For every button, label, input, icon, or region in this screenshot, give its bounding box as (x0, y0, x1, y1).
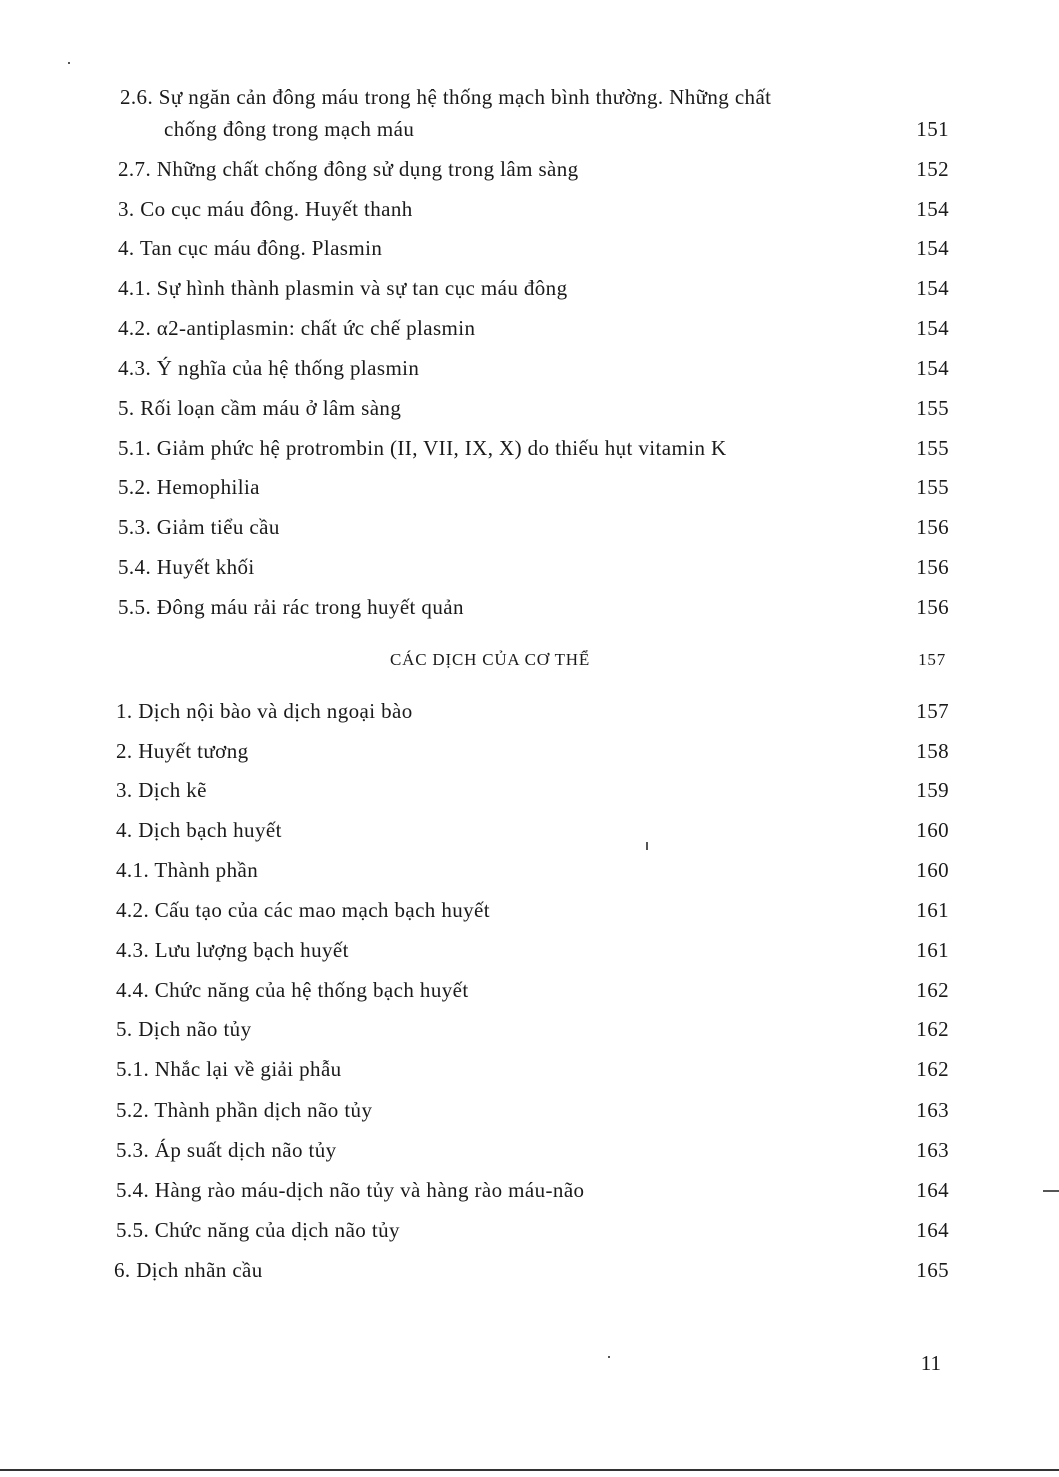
toc-entry (0, 273, 1059, 303)
toc-entry-label: 4.2. α2-antiplasmin: chất ức chế plasmin (118, 316, 476, 340)
toc-entry-page: 158 (916, 739, 949, 763)
toc-entry-page: 154 (916, 276, 949, 300)
toc-entry-page: 154 (916, 356, 949, 380)
toc-entry-label: 5.2. Hemophilia (118, 475, 260, 499)
toc-entry-page: 162 (916, 978, 949, 1002)
toc-entry-label: 4. Dịch bạch huyết (116, 818, 282, 842)
toc-entry-label: 5.3. Giảm tiểu cầu (118, 515, 280, 539)
toc-entry-page: 154 (916, 236, 949, 260)
toc-entry-label: 4. Tan cục máu đông. Plasmin (118, 236, 383, 260)
toc-entry (0, 154, 1059, 184)
toc-entry (0, 433, 1059, 463)
toc-entry (0, 512, 1059, 542)
toc-entry-label: 5. Rối loạn cầm máu ở lâm sàng (118, 396, 402, 420)
section-title: CÁC DỊCH CỦA CƠ THỂ (390, 650, 591, 669)
scan-speck (646, 842, 648, 850)
toc-entry (0, 1255, 1059, 1285)
page-number: 11 (920, 1351, 941, 1375)
section-page: 157 (918, 650, 946, 669)
toc-entry-page: 155 (916, 436, 949, 460)
toc-entry-label: 5.4. Huyết khối (118, 555, 255, 579)
toc-entry (0, 313, 1059, 343)
toc-entry-page: 155 (916, 475, 949, 499)
toc-entry (0, 935, 1059, 965)
toc-entry-page: 156 (916, 555, 949, 579)
scan-speck (68, 62, 70, 64)
toc-entry-label: 4.2. Cấu tạo của các mao mạch bạch huyết (116, 898, 491, 922)
toc-entry (0, 775, 1059, 805)
toc-entry (0, 82, 1059, 112)
toc-entry-label: 4.4. Chức năng của hệ thống bạch huyết (116, 978, 469, 1002)
toc-entry-page: 151 (916, 117, 949, 141)
toc-entry-page: 154 (916, 197, 949, 221)
toc-entry-label: 2.7. Những chất chống đông sử dụng trong lâm sàng (118, 157, 579, 181)
toc-entry (0, 592, 1059, 622)
toc-entry (0, 194, 1059, 224)
toc-entry-label: 3. Dịch kẽ (116, 778, 207, 802)
toc-entry-page: 161 (916, 898, 949, 922)
toc-entry-label: 4.3. Ý nghĩa của hệ thống plasmin (118, 356, 420, 380)
toc-entry-label: 4.3. Lưu lượng bạch huyết (116, 938, 349, 962)
toc-entry-label: 5.4. Hàng rào máu-dịch não tủy và hàng rào máu-não (116, 1178, 585, 1202)
toc-entry-label: 1. Dịch nội bào và dịch ngoại bào (116, 699, 413, 723)
toc-entry-label: chống đông trong mạch máu (164, 117, 415, 141)
toc-entry-page: 161 (916, 938, 949, 962)
toc-entry-page: 152 (916, 157, 949, 181)
toc-entry (0, 855, 1059, 885)
toc-entry (0, 1095, 1059, 1125)
section-heading (0, 647, 1059, 673)
toc-entry-label: 5.5. Chức năng của dịch não tủy (116, 1218, 400, 1242)
toc-entry (0, 233, 1059, 263)
scan-speck (608, 1356, 610, 1358)
toc-entry (0, 975, 1059, 1005)
toc-entry-page: 159 (916, 778, 949, 802)
toc-entry-label: 5.2. Thành phần dịch não tủy (116, 1098, 373, 1122)
toc-entry-page: 155 (916, 396, 949, 420)
toc-entry-label: 5.5. Đông máu rải rác trong huyết quản (118, 595, 464, 619)
toc-entry-label: 5. Dịch não tủy (116, 1017, 252, 1041)
toc-entry-label: 4.1. Sự hình thành plasmin và sự tan cục máu đông (118, 276, 568, 300)
toc-entry-page: 165 (916, 1258, 949, 1282)
toc-entry-page: 156 (916, 515, 949, 539)
toc-entry-label: 2. Huyết tương (116, 739, 249, 763)
toc-entry-label: 5.3. Áp suất dịch não tủy (116, 1138, 337, 1162)
toc-entry-label: 6. Dịch nhãn cầu (114, 1258, 263, 1282)
toc-entry-label: 5.1. Giảm phức hệ protrombin (II, VII, IX, X) do thiếu hụt vitamin K (118, 436, 727, 460)
toc-entry (0, 815, 1059, 845)
toc-entry-label: 4.1. Thành phần (116, 858, 259, 882)
toc-entry-page: 164 (916, 1178, 949, 1202)
toc-entry (0, 1014, 1059, 1044)
toc-entry (0, 696, 1059, 726)
toc-entry (0, 1175, 1059, 1205)
toc-entry-label: 2.6. Sự ngăn cản đông máu trong hệ thống mạch bình thường. Những chất (120, 85, 772, 109)
toc-entry-page: 160 (916, 818, 949, 842)
toc-entry-label: 3. Co cục máu đông. Huyết thanh (118, 197, 413, 221)
toc-entry (0, 736, 1059, 766)
toc-entry (0, 472, 1059, 502)
toc-entry (0, 552, 1059, 582)
toc-entry-page: 157 (916, 699, 949, 723)
toc-entry (0, 1054, 1059, 1084)
toc-entry-page: 162 (916, 1057, 949, 1081)
toc-entry (0, 1215, 1059, 1245)
toc-entry-page: 162 (916, 1017, 949, 1041)
toc-entry-page: 160 (916, 858, 949, 882)
toc-entry-page: 154 (916, 316, 949, 340)
toc-entry-page: 163 (916, 1098, 949, 1122)
toc-entry (0, 114, 1059, 144)
toc-entry-page: 164 (916, 1218, 949, 1242)
toc-entry (0, 1135, 1059, 1165)
scan-mark (1043, 1190, 1059, 1192)
toc-entry (0, 393, 1059, 423)
page-edge-line (0, 1469, 1059, 1471)
toc-entry-page: 163 (916, 1138, 949, 1162)
toc-entry (0, 895, 1059, 925)
toc-entry-label: 5.1. Nhắc lại về giải phẫu (116, 1057, 342, 1081)
toc-entry (0, 353, 1059, 383)
toc-entry-page: 156 (916, 595, 949, 619)
